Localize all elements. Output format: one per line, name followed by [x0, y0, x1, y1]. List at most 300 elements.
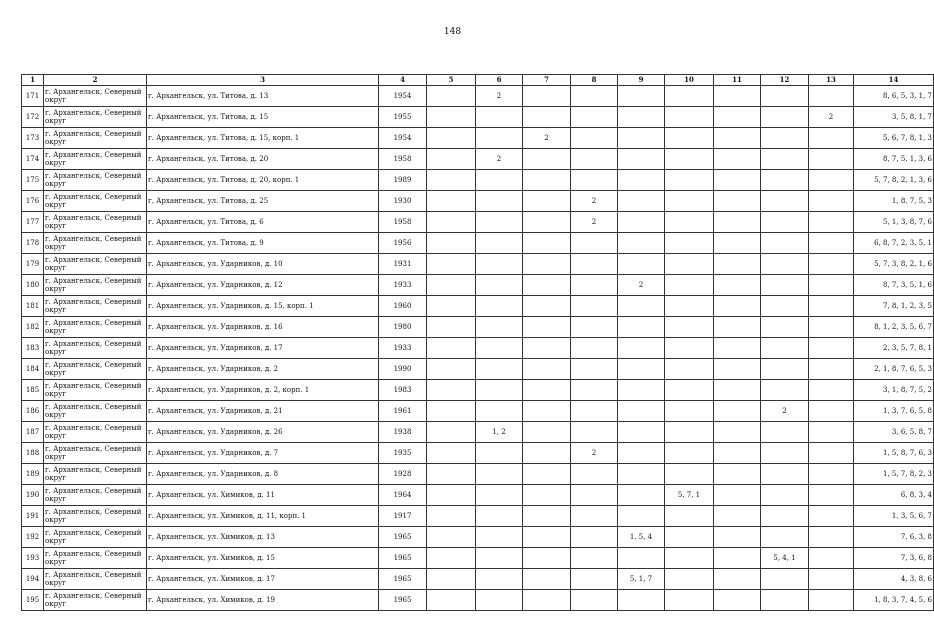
col14-cell: 4, 3, 8, 6: [854, 569, 934, 590]
col7-cell: [523, 443, 571, 464]
col14-cell: 8, 7, 5, 1, 3, 6: [854, 149, 934, 170]
table-row: [22, 422, 934, 443]
col9-cell: [618, 296, 665, 317]
col6-cell: 2: [476, 86, 523, 107]
col14-cell: 1, 5, 7, 8, 2, 3: [854, 464, 934, 485]
year-cell: 1990: [379, 359, 427, 380]
col14-cell: 5, 7, 8, 2, 1, 3, 6: [854, 170, 934, 191]
col9-cell: 5, 1, 7: [618, 569, 665, 590]
col13-cell: [809, 191, 854, 212]
col11-cell: [714, 464, 761, 485]
row-number: 183: [22, 338, 44, 359]
col12-cell: [761, 86, 809, 107]
column-header-1: 1: [22, 75, 44, 86]
col8-cell: [571, 254, 618, 275]
col13-cell: 2: [809, 107, 854, 128]
year-cell: 1917: [379, 506, 427, 527]
column-header-4: 4: [379, 75, 427, 86]
table-row: [22, 296, 934, 317]
col8-cell: [571, 401, 618, 422]
col5-cell: [427, 443, 476, 464]
col7-cell: [523, 107, 571, 128]
col6-cell: [476, 254, 523, 275]
table-row: [22, 149, 934, 170]
col5-cell: [427, 86, 476, 107]
header-row: [22, 75, 934, 86]
col10-cell: [665, 191, 714, 212]
col13-cell: [809, 317, 854, 338]
col8-cell: [571, 317, 618, 338]
col8-cell: [571, 149, 618, 170]
col7-cell: [523, 170, 571, 191]
col7-cell: [523, 149, 571, 170]
col14-cell: 1, 3, 7, 6, 5, 8: [854, 401, 934, 422]
col9-cell: [618, 506, 665, 527]
row-number: 177: [22, 212, 44, 233]
address-cell: г. Архангельск, ул. Химиков, д. 13: [147, 527, 379, 548]
col7-cell: [523, 254, 571, 275]
col8-cell: [571, 506, 618, 527]
col13-cell: [809, 212, 854, 233]
address-cell: г. Архангельск, ул. Химиков, д. 19: [147, 590, 379, 611]
col12-cell: [761, 233, 809, 254]
col6-cell: [476, 107, 523, 128]
row-number: 195: [22, 590, 44, 611]
table-row: [22, 359, 934, 380]
address-cell: г. Архангельск, ул. Ударников, д. 7: [147, 443, 379, 464]
col5-cell: [427, 506, 476, 527]
col5-cell: [427, 380, 476, 401]
address-cell: г. Архангельск, ул. Ударников, д. 10: [147, 254, 379, 275]
col5-cell: [427, 191, 476, 212]
col5-cell: [427, 548, 476, 569]
col6-cell: [476, 506, 523, 527]
col10-cell: [665, 443, 714, 464]
address-cell: г. Архангельск, ул. Титова, д. 15: [147, 107, 379, 128]
col10-cell: 5, 7, 1: [665, 485, 714, 506]
col12-cell: [761, 275, 809, 296]
col9-cell: [618, 464, 665, 485]
col11-cell: [714, 590, 761, 611]
col9-cell: [618, 107, 665, 128]
row-number: 191: [22, 506, 44, 527]
table-row: [22, 254, 934, 275]
year-cell: 1954: [379, 128, 427, 149]
col6-cell: [476, 128, 523, 149]
col14-cell: 6, 8, 3, 4: [854, 485, 934, 506]
col10-cell: [665, 422, 714, 443]
col8-cell: [571, 485, 618, 506]
col12-cell: 5, 4, 1: [761, 548, 809, 569]
col5-cell: [427, 128, 476, 149]
col6-cell: [476, 296, 523, 317]
col11-cell: [714, 506, 761, 527]
address-cell: г. Архангельск, ул. Ударников, д. 12: [147, 275, 379, 296]
row-number: 188: [22, 443, 44, 464]
row-number: 174: [22, 149, 44, 170]
column-header-3: 3: [147, 75, 379, 86]
year-cell: 1938: [379, 422, 427, 443]
col11-cell: [714, 569, 761, 590]
col7-cell: [523, 359, 571, 380]
col9-cell: [618, 191, 665, 212]
col12-cell: [761, 380, 809, 401]
col14-cell: 3, 5, 8, 1, 7: [854, 107, 934, 128]
row-number: 184: [22, 359, 44, 380]
col9-cell: [618, 422, 665, 443]
col6-cell: [476, 527, 523, 548]
col8-cell: [571, 296, 618, 317]
col8-cell: [571, 590, 618, 611]
row-number: 192: [22, 527, 44, 548]
col6-cell: [476, 464, 523, 485]
row-number: 190: [22, 485, 44, 506]
col8-cell: [571, 548, 618, 569]
col8-cell: [571, 527, 618, 548]
col9-cell: [618, 401, 665, 422]
col12-cell: [761, 317, 809, 338]
district-cell: г. Архангельск, Северный округ: [44, 569, 147, 590]
col12-cell: [761, 170, 809, 191]
col5-cell: [427, 401, 476, 422]
col11-cell: [714, 338, 761, 359]
col8-cell: [571, 464, 618, 485]
col11-cell: [714, 380, 761, 401]
col10-cell: [665, 527, 714, 548]
year-cell: 1965: [379, 569, 427, 590]
col14-cell: 8, 1, 2, 3, 5, 6, 7: [854, 317, 934, 338]
col7-cell: [523, 296, 571, 317]
col7-cell: [523, 191, 571, 212]
col10-cell: [665, 86, 714, 107]
col14-cell: 3, 6, 5, 8, 7: [854, 422, 934, 443]
district-cell: г. Архангельск, Северный округ: [44, 359, 147, 380]
col14-cell: 6, 8, 7, 2, 3, 5, 1: [854, 233, 934, 254]
col8-cell: [571, 275, 618, 296]
col12-cell: [761, 359, 809, 380]
col12-cell: [761, 464, 809, 485]
col9-cell: [618, 338, 665, 359]
district-cell: г. Архангельск, Северный округ: [44, 296, 147, 317]
district-cell: г. Архангельск, Северный округ: [44, 191, 147, 212]
district-cell: г. Архангельск, Северный округ: [44, 443, 147, 464]
col7-cell: [523, 86, 571, 107]
address-cell: г. Архангельск, ул. Химиков, д. 11, корп. 1: [147, 506, 379, 527]
col13-cell: [809, 170, 854, 191]
year-cell: 1989: [379, 170, 427, 191]
col13-cell: [809, 359, 854, 380]
table-row: [22, 464, 934, 485]
year-cell: 1935: [379, 443, 427, 464]
col14-cell: 3, 1, 8, 7, 5, 2: [854, 380, 934, 401]
address-cell: г. Архангельск, ул. Титова, д. 20, корп. 1: [147, 170, 379, 191]
row-number: 181: [22, 296, 44, 317]
col10-cell: [665, 548, 714, 569]
col14-cell: 1, 5, 8, 7, 6, 3: [854, 443, 934, 464]
col13-cell: [809, 233, 854, 254]
col9-cell: [618, 233, 665, 254]
col12-cell: [761, 506, 809, 527]
col7-cell: [523, 590, 571, 611]
district-cell: г. Архангельск, Северный округ: [44, 422, 147, 443]
column-header-13: 13: [809, 75, 854, 86]
address-cell: г. Архангельск, ул. Титова, д. 15, корп. 1: [147, 128, 379, 149]
address-cell: г. Архангельск, ул. Титова, д. 25: [147, 191, 379, 212]
address-cell: г. Архангельск, ул. Ударников, д. 21: [147, 401, 379, 422]
col10-cell: [665, 107, 714, 128]
col7-cell: [523, 569, 571, 590]
address-cell: г. Архангельск, ул. Ударников, д. 17: [147, 338, 379, 359]
col5-cell: [427, 212, 476, 233]
column-header-2: 2: [44, 75, 147, 86]
col7-cell: [523, 212, 571, 233]
col7-cell: 2: [523, 128, 571, 149]
district-cell: г. Архангельск, Северный округ: [44, 548, 147, 569]
col5-cell: [427, 296, 476, 317]
col5-cell: [427, 590, 476, 611]
col14-cell: 1, 8, 7, 5, 3: [854, 191, 934, 212]
col11-cell: [714, 317, 761, 338]
col13-cell: [809, 443, 854, 464]
col6-cell: 1, 2: [476, 422, 523, 443]
col7-cell: [523, 401, 571, 422]
district-cell: г. Архангельск, Северный округ: [44, 590, 147, 611]
row-number: 186: [22, 401, 44, 422]
col14-cell: 5, 6, 7, 8, 1, 3: [854, 128, 934, 149]
col6-cell: [476, 569, 523, 590]
col9-cell: [618, 317, 665, 338]
col10-cell: [665, 254, 714, 275]
col10-cell: [665, 401, 714, 422]
col5-cell: [427, 338, 476, 359]
row-number: 193: [22, 548, 44, 569]
address-cell: г. Архангельск, ул. Титова, д. 20: [147, 149, 379, 170]
col5-cell: [427, 170, 476, 191]
col7-cell: [523, 548, 571, 569]
col9-cell: [618, 86, 665, 107]
year-cell: 1980: [379, 317, 427, 338]
row-number: 179: [22, 254, 44, 275]
col5-cell: [427, 107, 476, 128]
table-row: [22, 338, 934, 359]
col5-cell: [427, 422, 476, 443]
district-cell: г. Архангельск, Северный округ: [44, 317, 147, 338]
row-number: 185: [22, 380, 44, 401]
row-number: 180: [22, 275, 44, 296]
column-header-11: 11: [714, 75, 761, 86]
address-cell: г. Архангельск, ул. Титова, д. 9: [147, 233, 379, 254]
col5-cell: [427, 149, 476, 170]
year-cell: 1961: [379, 401, 427, 422]
col13-cell: [809, 548, 854, 569]
col11-cell: [714, 212, 761, 233]
year-cell: 1964: [379, 485, 427, 506]
year-cell: 1958: [379, 149, 427, 170]
col11-cell: [714, 527, 761, 548]
table-row: [22, 317, 934, 338]
col11-cell: [714, 149, 761, 170]
col7-cell: [523, 506, 571, 527]
row-number: 172: [22, 107, 44, 128]
col6-cell: [476, 212, 523, 233]
col6-cell: [476, 548, 523, 569]
col10-cell: [665, 338, 714, 359]
col5-cell: [427, 233, 476, 254]
col10-cell: [665, 506, 714, 527]
col12-cell: [761, 338, 809, 359]
year-cell: 1958: [379, 212, 427, 233]
col11-cell: [714, 170, 761, 191]
col7-cell: [523, 275, 571, 296]
col12-cell: 2: [761, 401, 809, 422]
year-cell: 1955: [379, 107, 427, 128]
col8-cell: [571, 128, 618, 149]
district-cell: г. Архангельск, Северный округ: [44, 212, 147, 233]
col7-cell: [523, 380, 571, 401]
col5-cell: [427, 569, 476, 590]
col8-cell: [571, 86, 618, 107]
col8-cell: [571, 170, 618, 191]
col13-cell: [809, 485, 854, 506]
col7-cell: [523, 485, 571, 506]
col12-cell: [761, 254, 809, 275]
col8-cell: 2: [571, 191, 618, 212]
district-cell: г. Архангельск, Северный округ: [44, 485, 147, 506]
col6-cell: [476, 380, 523, 401]
col12-cell: [761, 149, 809, 170]
column-header-7: 7: [523, 75, 571, 86]
year-cell: 1928: [379, 464, 427, 485]
year-cell: 1933: [379, 275, 427, 296]
table-row: [22, 590, 934, 611]
year-cell: 1965: [379, 548, 427, 569]
col11-cell: [714, 296, 761, 317]
address-cell: г. Архангельск, ул. Ударников, д. 2: [147, 359, 379, 380]
col7-cell: [523, 338, 571, 359]
table-row: [22, 527, 934, 548]
col11-cell: [714, 359, 761, 380]
address-cell: г. Архангельск, ул. Ударников, д. 26: [147, 422, 379, 443]
col10-cell: [665, 569, 714, 590]
col6-cell: [476, 359, 523, 380]
col14-cell: 7, 3, 6, 8: [854, 548, 934, 569]
district-cell: г. Архангельск, Северный округ: [44, 86, 147, 107]
table-row: [22, 233, 934, 254]
col13-cell: [809, 338, 854, 359]
col6-cell: [476, 191, 523, 212]
address-cell: г. Архангельск, ул. Титова, д. 13: [147, 86, 379, 107]
district-cell: г. Архангельск, Северный округ: [44, 464, 147, 485]
row-number: 182: [22, 317, 44, 338]
col7-cell: [523, 317, 571, 338]
district-cell: г. Архангельск, Северный округ: [44, 170, 147, 191]
col7-cell: [523, 464, 571, 485]
col8-cell: [571, 359, 618, 380]
col11-cell: [714, 422, 761, 443]
year-cell: 1983: [379, 380, 427, 401]
table-row: [22, 170, 934, 191]
col7-cell: [523, 527, 571, 548]
col5-cell: [427, 464, 476, 485]
year-cell: 1931: [379, 254, 427, 275]
col12-cell: [761, 107, 809, 128]
col12-cell: [761, 527, 809, 548]
col13-cell: [809, 527, 854, 548]
col12-cell: [761, 296, 809, 317]
col13-cell: [809, 296, 854, 317]
col13-cell: [809, 275, 854, 296]
col12-cell: [761, 569, 809, 590]
year-cell: 1960: [379, 296, 427, 317]
col11-cell: [714, 485, 761, 506]
col8-cell: [571, 422, 618, 443]
col9-cell: [618, 485, 665, 506]
row-number: 189: [22, 464, 44, 485]
col11-cell: [714, 275, 761, 296]
col9-cell: [618, 380, 665, 401]
col6-cell: [476, 485, 523, 506]
table-row: [22, 569, 934, 590]
col12-cell: [761, 590, 809, 611]
col12-cell: [761, 191, 809, 212]
col9-cell: [618, 443, 665, 464]
col14-cell: 7, 8, 1, 2, 3, 5: [854, 296, 934, 317]
col9-cell: [618, 212, 665, 233]
col11-cell: [714, 254, 761, 275]
column-header-6: 6: [476, 75, 523, 86]
col5-cell: [427, 359, 476, 380]
table-row: [22, 548, 934, 569]
col6-cell: [476, 275, 523, 296]
col10-cell: [665, 170, 714, 191]
col6-cell: 2: [476, 149, 523, 170]
col8-cell: [571, 569, 618, 590]
table-row: [22, 128, 934, 149]
col13-cell: [809, 149, 854, 170]
col9-cell: 1, 5, 4: [618, 527, 665, 548]
col7-cell: [523, 233, 571, 254]
col12-cell: [761, 128, 809, 149]
table-body: [22, 86, 934, 611]
col10-cell: [665, 380, 714, 401]
col8-cell: 2: [571, 212, 618, 233]
address-cell: г. Архангельск, ул. Титова, д. 6: [147, 212, 379, 233]
col10-cell: [665, 233, 714, 254]
col13-cell: [809, 422, 854, 443]
row-number: 187: [22, 422, 44, 443]
col10-cell: [665, 590, 714, 611]
col8-cell: [571, 380, 618, 401]
col13-cell: [809, 128, 854, 149]
year-cell: 1956: [379, 233, 427, 254]
col12-cell: [761, 212, 809, 233]
row-number: 176: [22, 191, 44, 212]
column-header-12: 12: [761, 75, 809, 86]
column-header-14: 14: [854, 75, 934, 86]
district-cell: г. Архангельск, Северный округ: [44, 338, 147, 359]
col7-cell: [523, 422, 571, 443]
col9-cell: 2: [618, 275, 665, 296]
col14-cell: 8, 6, 5, 3, 1, 7: [854, 86, 934, 107]
col11-cell: [714, 233, 761, 254]
col12-cell: [761, 485, 809, 506]
district-cell: г. Архангельск, Северный округ: [44, 149, 147, 170]
table-row: [22, 212, 934, 233]
col9-cell: [618, 170, 665, 191]
district-cell: г. Архангельск, Северный округ: [44, 107, 147, 128]
col10-cell: [665, 464, 714, 485]
table-row: [22, 275, 934, 296]
